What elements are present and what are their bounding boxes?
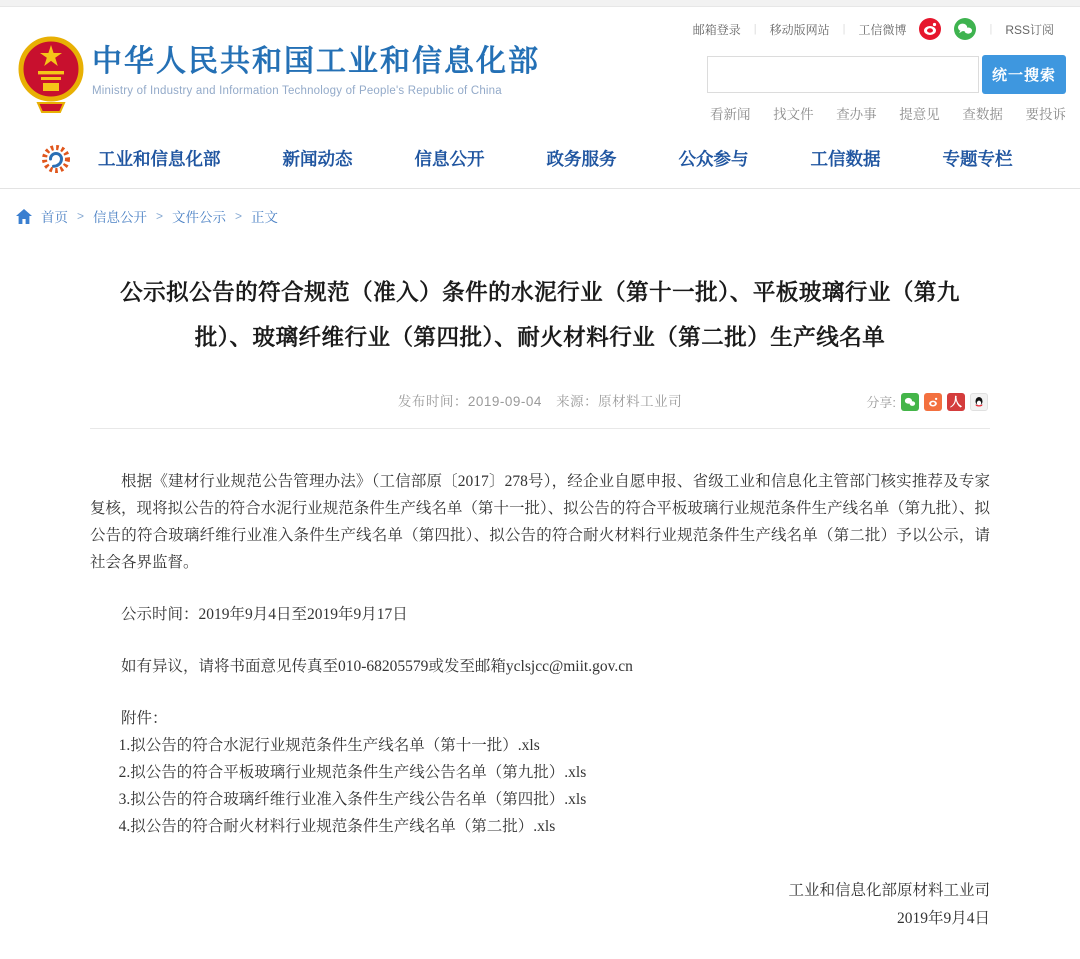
breadcrumb-home[interactable]: 首页 — [41, 210, 68, 225]
article-body — [90, 468, 990, 933]
quick-link-services[interactable]: 查办事 — [836, 107, 877, 122]
topbar-link-mobile-site[interactable]: 移动版网站 — [769, 22, 830, 37]
share-weibo-icon[interactable] — [924, 393, 942, 411]
main-nav — [0, 129, 1080, 189]
attachments — [90, 705, 990, 840]
site-title: 中华人民共和国工业和信息化部 — [92, 45, 540, 78]
topbar-link-weibo[interactable]: 工信微博 — [858, 22, 907, 37]
site-subtitle: Ministry of Industry and Information Technology of People's Republic of China — [92, 85, 502, 97]
topbar-separator: | — [989, 23, 993, 35]
objection-contact: 如有异议，请将书面意见传真至010-68205579或发至邮箱yclsjcc@miit.gov.cn — [121, 658, 633, 675]
publish-label: 发布时间： — [397, 394, 468, 409]
breadcrumb-separator: > — [156, 209, 164, 223]
breadcrumb-file-publicity[interactable]: 文件公示 — [172, 210, 227, 225]
quick-links — [710, 103, 1066, 123]
wechat-icon[interactable] — [954, 18, 976, 40]
topbar-link-rss[interactable]: RSS订阅 — [1005, 22, 1054, 37]
nav-item-public-participation[interactable]: 公众参与 — [678, 149, 749, 169]
national-emblem — [18, 33, 84, 117]
nav-item-gov-services[interactable]: 政务服务 — [546, 149, 617, 169]
source-label: 来源： — [556, 394, 599, 409]
attachments-label: 附件： — [121, 710, 168, 727]
share-qq-icon[interactable] — [970, 393, 988, 411]
site-brand — [92, 45, 540, 97]
search-area — [707, 55, 1066, 94]
source-value: 原材料工业司 — [598, 394, 683, 409]
search-button[interactable]: 统一搜索 — [982, 55, 1066, 94]
publish-info — [90, 389, 990, 415]
notice-period: 公示时间：2019年9月4日至2019年9月17日 — [121, 606, 408, 623]
breadcrumb-separator: > — [77, 209, 85, 223]
article-meta — [90, 389, 990, 415]
topbar-separator: | — [753, 23, 757, 35]
quick-link-news[interactable]: 看新闻 — [710, 107, 751, 122]
meta-divider — [90, 428, 990, 429]
signature-org: 工业和信息化部原材料工业司 — [788, 882, 990, 899]
quick-link-suggest[interactable]: 提意见 — [899, 107, 940, 122]
share-label: 分享: — [866, 395, 896, 410]
topbar — [693, 18, 1054, 40]
quick-link-complaint[interactable]: 要投诉 — [1025, 107, 1066, 122]
breadcrumb-separator: > — [235, 209, 243, 223]
topbar-link-mail-login[interactable]: 邮箱登录 — [692, 22, 741, 37]
share-box — [866, 392, 988, 411]
nav-item-special-topics[interactable]: 专题专栏 — [942, 149, 1013, 169]
share-renren-icon[interactable]: 人 — [947, 393, 965, 411]
article-title: 公示拟公告的符合规范（准入）条件的水泥行业（第十一批）、平板玻璃行业（第九批）、玻璃纤维行业（第四批）、耐火材料行业（第二批）生产线名单 — [120, 280, 960, 350]
nav-item-news[interactable]: 新闻动态 — [282, 149, 353, 169]
share-wechat-icon[interactable] — [901, 393, 919, 411]
topbar-separator: | — [842, 23, 846, 35]
quick-link-files[interactable]: 找文件 — [773, 107, 814, 122]
signature-date: 2019年9月4日 — [896, 910, 990, 927]
nav-items — [98, 146, 1013, 171]
attachment-link-4[interactable]: 4.拟公告的符合耐火材料行业规范条件生产线名单（第二批）.xls — [118, 818, 556, 835]
home-icon[interactable] — [16, 209, 32, 224]
article — [90, 270, 990, 959]
attachment-link-1[interactable]: 1.拟公告的符合水泥行业规范条件生产线名单（第十一批）.xls — [118, 737, 540, 754]
breadcrumb — [0, 189, 1080, 236]
attachment-link-3[interactable]: 3.拟公告的符合玻璃纤维行业准入条件生产线公告名单（第四批）.xls — [118, 791, 587, 808]
breadcrumb-info-disclosure[interactable]: 信息公开 — [93, 210, 148, 225]
paragraph-main: 根据《建材行业规范公告管理办法》（工信部原〔2017〕278号），经企业自愿申报、省级工业和信息化主管部门核实推荐及专家复核，现将拟公告的符合水泥行业规范条件生产线名单（第十一批）、拟公告的符合平板玻璃行业规范条件生产线名单（第九批）、拟公告的符合玻璃纤维行业准入条件生产线名单（第四批）、拟公告的符合耐火材料行业规范条件生产线名单（第二批）予以公示，请社会各界监督。 — [90, 473, 990, 571]
nav-item-data[interactable]: 工信数据 — [810, 149, 881, 169]
weibo-icon[interactable] — [919, 18, 941, 40]
search-input[interactable] — [707, 56, 979, 93]
signature-block — [90, 877, 990, 933]
top-strip — [0, 0, 1080, 7]
site-header — [0, 7, 1080, 129]
publish-date: 2019-09-04 — [467, 394, 542, 409]
nav-item-info-disclosure[interactable]: 信息公开 — [414, 149, 485, 169]
nav-item-miit[interactable]: 工业和信息化部 — [98, 149, 221, 169]
quick-link-data[interactable]: 查数据 — [962, 107, 1003, 122]
breadcrumb-current: 正文 — [251, 210, 279, 225]
attachment-link-2[interactable]: 2.拟公告的符合平板玻璃行业规范条件生产线公告名单（第九批）.xls — [118, 764, 587, 781]
miit-logo-icon — [40, 143, 72, 175]
